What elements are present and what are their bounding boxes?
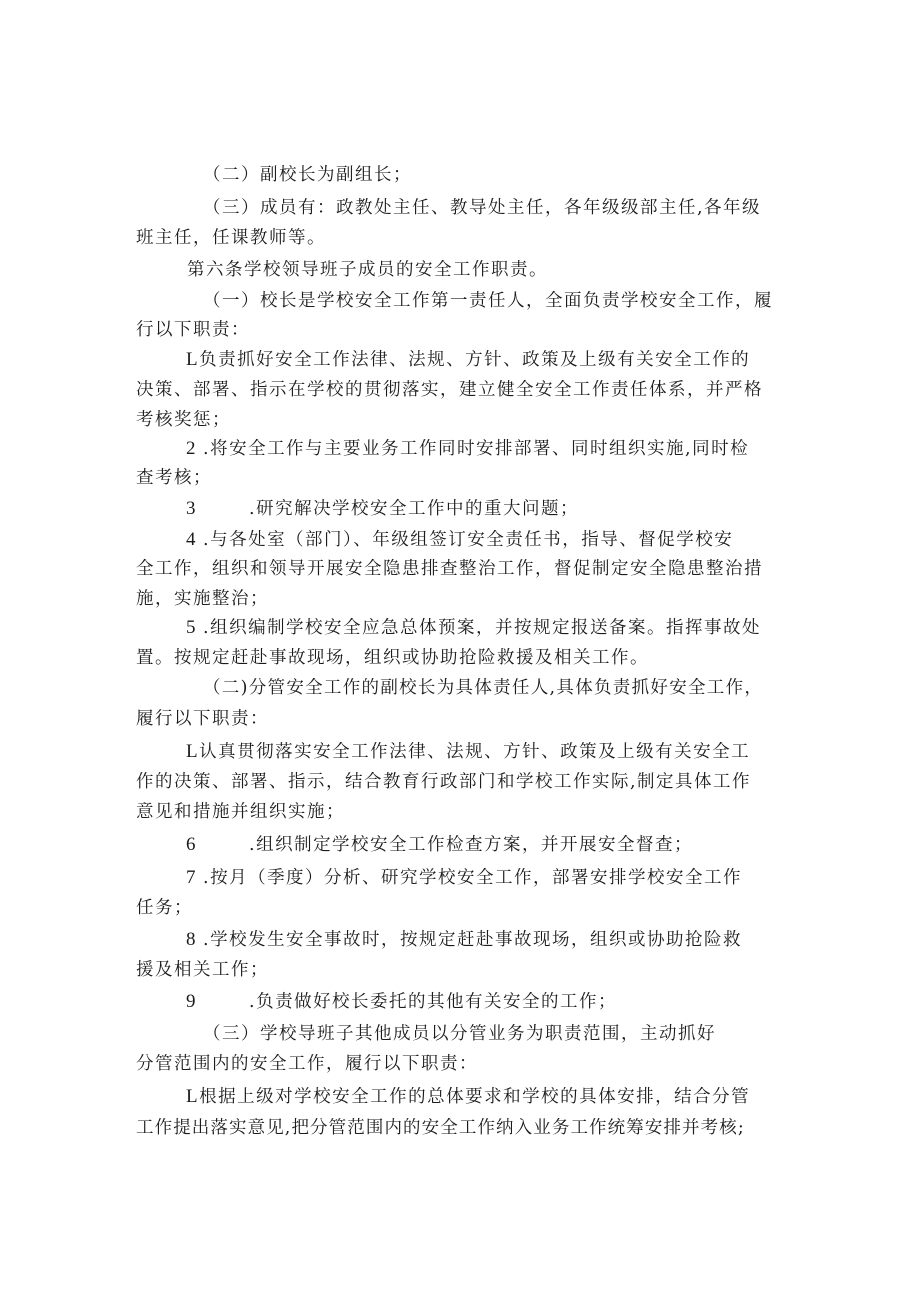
list-item-line bbox=[186, 928, 742, 952]
list-marker: 2 bbox=[186, 438, 197, 459]
list-item-line bbox=[186, 616, 761, 640]
list-item-line bbox=[186, 348, 750, 372]
list-item-line bbox=[186, 833, 693, 857]
list-item-text: .组织制定学校安全工作检查方案，并开展安全督查； bbox=[249, 835, 694, 855]
text-line: （一）校长是学校安全工作第一责任人，全面负责学校安全工作，履 bbox=[203, 291, 773, 311]
text-line: 考核奖惩； bbox=[136, 410, 231, 430]
list-item-text: 根据上级对学校安全工作的总体要求和学校的具体安排，结合分管 bbox=[199, 1087, 751, 1107]
list-item-text: .学校发生安全事故时，按规定赶赴事故现场，组织或协助抢险救 bbox=[203, 930, 743, 950]
list-item-line bbox=[186, 990, 617, 1014]
list-item-text: .研究解决学校安全工作中的重大问题； bbox=[249, 499, 580, 519]
text-line: 行以下职责： bbox=[136, 320, 250, 340]
text-line: （二）副校长为副组长； bbox=[203, 165, 412, 185]
list-marker: 5 bbox=[186, 617, 197, 638]
text-line: 施，实施整治； bbox=[136, 589, 269, 609]
list-item-line bbox=[186, 497, 579, 521]
text-line: （二)分管安全工作的副校长为具体责任人,具体负责抓好安全工作， bbox=[203, 678, 764, 698]
list-item-line bbox=[186, 1085, 750, 1109]
list-item-text: 负责抓好安全工作法律、法规、方针、政策及上级有关安全工作的 bbox=[199, 350, 751, 370]
text-line: 班主任，任课教师等。 bbox=[136, 228, 326, 248]
list-marker: L bbox=[186, 1086, 200, 1107]
list-item-line bbox=[186, 528, 733, 552]
list-item-text: .将安全工作与主要业务工作同时安排部署、同时组织实施,同时检 bbox=[203, 439, 750, 459]
text-line: 分管范围内的安全工作，履行以下职责： bbox=[136, 1054, 478, 1074]
list-marker: 6 bbox=[186, 834, 197, 855]
list-marker: 4 bbox=[186, 529, 197, 550]
list-item-text: .组织编制学校安全应急总体预案，并按规定报送备案。指挥事故处 bbox=[203, 618, 762, 638]
list-marker: L bbox=[186, 741, 200, 762]
text-line: 援及相关工作； bbox=[136, 960, 269, 980]
list-marker: 9 bbox=[186, 991, 197, 1012]
text-line: 作的决策、部署、指示，结合教育行政部门和学校工作实际,制定具体工作 bbox=[136, 772, 752, 792]
list-marker: L bbox=[186, 349, 200, 370]
text-line: 意见和措施并组织实施； bbox=[136, 802, 345, 822]
text-line: （三）学校导班子其他成员以分管业务为职责范围，主动抓好 bbox=[203, 1024, 716, 1044]
list-item-text: .负责做好校长委托的其他有关安全的工作； bbox=[249, 992, 618, 1012]
list-item-text: .按月（季度）分析、研究学校安全工作，部署安排学校安全工作 bbox=[203, 868, 743, 888]
list-item-text: 认真贯彻落实安全工作法律、法规、方针、政策及上级有关安全工 bbox=[199, 742, 751, 762]
text-line: （三）成员有：政教处主任、教导处主任，各年级级部主任,各年级 bbox=[203, 198, 762, 218]
text-line: 工作提出落实意见,把分管范围内的安全工作纳入业务工作统筹安排并考核; bbox=[136, 1118, 745, 1138]
text-line: 全工作，组织和领导开展安全隐患排查整治工作，督促制定安全隐患整治措 bbox=[136, 559, 763, 579]
list-item-line bbox=[186, 437, 749, 461]
list-marker: 3 bbox=[186, 498, 197, 519]
list-item-line bbox=[186, 866, 742, 890]
list-marker: 8 bbox=[186, 929, 197, 950]
text-line: 置。按规定赶赴事故现场，组织或协助抢险救援及相关工作。 bbox=[136, 648, 649, 668]
list-item-line bbox=[186, 740, 750, 764]
list-marker: 7 bbox=[186, 867, 197, 888]
text-line: 任务； bbox=[136, 898, 193, 918]
section-heading: 第六条学校领导班子成员的安全工作职责。 bbox=[187, 260, 548, 280]
text-line: 决策、部署、指示在学校的贯彻落实，建立健全安全工作责任体系，并严格 bbox=[136, 380, 763, 400]
text-line: 查考核； bbox=[136, 468, 212, 488]
list-item-text: .与各处室（部门）、年级组签订安全责任书，指导、督促学校安 bbox=[203, 530, 734, 550]
text-line: 履行以下职责： bbox=[136, 709, 269, 729]
